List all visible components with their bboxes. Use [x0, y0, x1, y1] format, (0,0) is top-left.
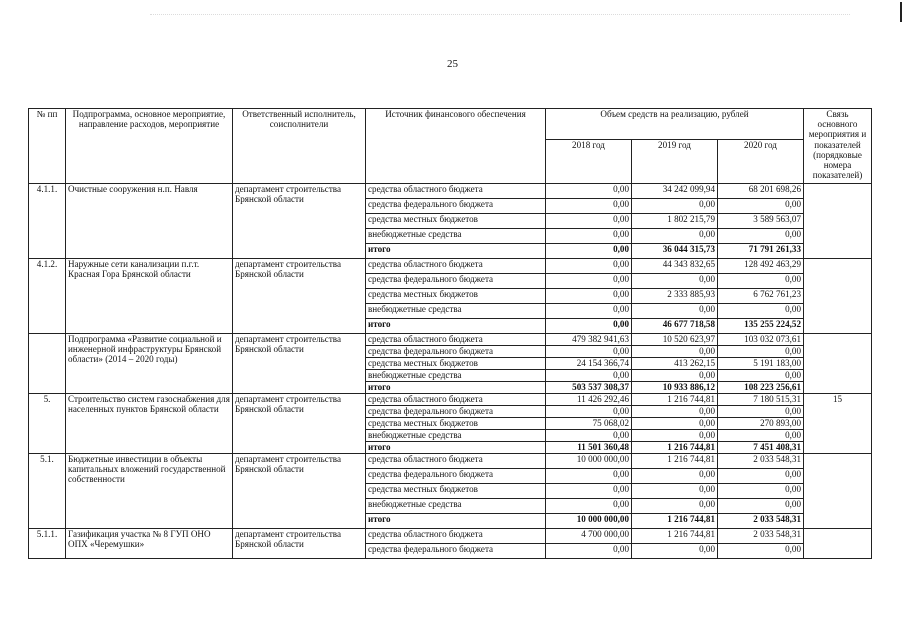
cell-value-2019: 36 044 315,73 [632, 244, 718, 259]
cell-value-2018: 0,00 [546, 214, 632, 229]
cell-executor: департамент строительства Брянской области [233, 259, 366, 334]
cell-value-2020: 0,00 [718, 274, 804, 289]
cell-value-2018: 479 382 941,63 [546, 334, 632, 346]
cell-value-2019: 2 333 885,93 [632, 289, 718, 304]
cell-source: средства местных бюджетов [366, 418, 546, 430]
cell-value-2020: 135 255 224,52 [718, 319, 804, 334]
cell-value-2018: 0,00 [546, 370, 632, 382]
cell-value-2018: 0,00 [546, 319, 632, 334]
cell-source: итого [366, 514, 546, 529]
cell-value-2019: 0,00 [632, 469, 718, 484]
cell-value-2018: 24 154 366,74 [546, 358, 632, 370]
cell-value-2019: 0,00 [632, 199, 718, 214]
cell-source: средства местных бюджетов [366, 289, 546, 304]
cell-indicator-link [804, 454, 872, 529]
cell-executor: департамент строительства Брянской области [233, 184, 366, 259]
cell-indicator-link [804, 259, 872, 334]
header-year-2019: 2019 год [632, 140, 718, 184]
cell-program-name: Строительство систем газоснабжения для населенных пунктов Брянской области [66, 394, 233, 454]
cell-source: средства федерального бюджета [366, 544, 546, 559]
table-row [29, 454, 872, 469]
cell-value-2018: 0,00 [546, 544, 632, 559]
cell-value-2019: 0,00 [632, 406, 718, 418]
table-row [29, 394, 872, 406]
cell-value-2020: 0,00 [718, 430, 804, 442]
cell-source: средства местных бюджетов [366, 484, 546, 499]
cell-value-2018: 0,00 [546, 304, 632, 319]
cell-source: средства областного бюджета [366, 334, 546, 346]
scan-artifact-line [150, 14, 850, 17]
cell-value-2020: 0,00 [718, 304, 804, 319]
cell-value-2018: 0,00 [546, 469, 632, 484]
cell-value-2020: 0,00 [718, 544, 804, 559]
cell-value-2019: 10 933 886,12 [632, 382, 718, 394]
cell-value-2019: 1 216 744,81 [632, 442, 718, 454]
cell-value-2018: 0,00 [546, 184, 632, 199]
cell-executor: департамент строительства Брянской области [233, 529, 366, 559]
cell-program-name: Газификация участка № 8 ГУП ОНО ОПХ «Черемушки» [66, 529, 233, 559]
cell-value-2020: 0,00 [718, 199, 804, 214]
cell-source: итого [366, 319, 546, 334]
cell-value-2018: 503 537 308,37 [546, 382, 632, 394]
cell-value-2018: 10 000 000,00 [546, 514, 632, 529]
header-year-2020: 2020 год [718, 140, 804, 184]
cell-value-2018: 75 068,02 [546, 418, 632, 430]
table-row [29, 259, 872, 274]
cell-value-2019: 0,00 [632, 484, 718, 499]
cell-source: внебюджетные средства [366, 229, 546, 244]
cell-value-2018: 11 501 360,48 [546, 442, 632, 454]
cell-value-2019: 0,00 [632, 544, 718, 559]
cell-source: средства федерального бюджета [366, 274, 546, 289]
cell-value-2019: 0,00 [632, 499, 718, 514]
cell-value-2019: 1 216 744,81 [632, 454, 718, 469]
cell-source: средства областного бюджета [366, 454, 546, 469]
header-num: № пп [29, 109, 66, 184]
cell-executor: департамент строительства Брянской области [233, 454, 366, 529]
cell-indicator-link [804, 529, 872, 559]
cell-value-2018: 0,00 [546, 346, 632, 358]
cell-program-name: Подпрограмма «Развитие социальной и инженерной инфраструктуры Брянской области» (2014 – 2020 годы) [66, 334, 233, 394]
cell-value-2019: 0,00 [632, 274, 718, 289]
cell-source: средства областного бюджета [366, 529, 546, 544]
cell-source: средства федерального бюджета [366, 406, 546, 418]
cell-num: 5.1. [29, 454, 66, 529]
cell-value-2018: 0,00 [546, 229, 632, 244]
cell-value-2020: 0,00 [718, 346, 804, 358]
cell-value-2018: 0,00 [546, 484, 632, 499]
cell-source: внебюджетные средства [366, 304, 546, 319]
cell-value-2020: 2 033 548,31 [718, 514, 804, 529]
cell-source: средства местных бюджетов [366, 214, 546, 229]
header-year-2018: 2018 год [546, 140, 632, 184]
cell-source: внебюджетные средства [366, 499, 546, 514]
cell-value-2018: 0,00 [546, 199, 632, 214]
table-row [29, 334, 872, 346]
cell-value-2019: 44 343 832,65 [632, 259, 718, 274]
cell-value-2020: 68 201 698,26 [718, 184, 804, 199]
cell-value-2019: 1 216 744,81 [632, 529, 718, 544]
cell-value-2020: 7 451 408,31 [718, 442, 804, 454]
cell-num: 5.1.1. [29, 529, 66, 559]
cell-num: 4.1.2. [29, 259, 66, 334]
cell-num: 4.1.1. [29, 184, 66, 259]
cell-value-2018: 0,00 [546, 274, 632, 289]
cell-indicator-link: 15 [804, 394, 872, 454]
cell-value-2019: 1 216 744,81 [632, 514, 718, 529]
cell-program-name: Бюджетные инвестиции в объекты капитальных вложений государственной собственности [66, 454, 233, 529]
cell-value-2018: 4 700 000,00 [546, 529, 632, 544]
cell-value-2020: 3 589 563,07 [718, 214, 804, 229]
cell-value-2020: 0,00 [718, 484, 804, 499]
cell-value-2019: 1 216 744,81 [632, 394, 718, 406]
cell-executor: департамент строительства Брянской области [233, 394, 366, 454]
cell-value-2019: 0,00 [632, 430, 718, 442]
header-executor: Ответственный исполнитель, соисполнители [233, 109, 366, 184]
cell-value-2019: 0,00 [632, 418, 718, 430]
cell-value-2019: 10 520 623,97 [632, 334, 718, 346]
cell-value-2019: 46 677 718,58 [632, 319, 718, 334]
cell-value-2020: 0,00 [718, 229, 804, 244]
cell-value-2020: 103 032 073,61 [718, 334, 804, 346]
cell-source: средства областного бюджета [366, 394, 546, 406]
cell-num [29, 334, 66, 394]
cell-program-name: Наружные сети канализации п.г.т. Красная Гора Брянской области [66, 259, 233, 334]
table-row [29, 184, 872, 199]
cell-value-2020: 0,00 [718, 499, 804, 514]
cell-source: средства федерального бюджета [366, 346, 546, 358]
cell-value-2018: 0,00 [546, 406, 632, 418]
cell-value-2020: 128 492 463,29 [718, 259, 804, 274]
cell-value-2018: 0,00 [546, 244, 632, 259]
cell-value-2020: 71 791 261,33 [718, 244, 804, 259]
cell-value-2018: 0,00 [546, 430, 632, 442]
cell-value-2019: 0,00 [632, 370, 718, 382]
cell-source: внебюджетные средства [366, 370, 546, 382]
cell-value-2018: 0,00 [546, 499, 632, 514]
cell-source: средства федерального бюджета [366, 469, 546, 484]
scan-edge-mark [900, 2, 902, 22]
table-body [29, 184, 872, 559]
cell-source: итого [366, 244, 546, 259]
cell-value-2019: 0,00 [632, 304, 718, 319]
cell-value-2020: 7 180 515,31 [718, 394, 804, 406]
cell-value-2018: 0,00 [546, 289, 632, 304]
cell-source: средства областного бюджета [366, 184, 546, 199]
cell-num: 5. [29, 394, 66, 454]
cell-indicator-link [804, 184, 872, 259]
cell-value-2018: 10 000 000,00 [546, 454, 632, 469]
cell-value-2020: 108 223 256,61 [718, 382, 804, 394]
cell-value-2019: 0,00 [632, 229, 718, 244]
header-program: Подпрограмма, основное мероприятие, направление расходов, мероприятие [66, 109, 233, 184]
cell-value-2020: 270 893,00 [718, 418, 804, 430]
cell-value-2020: 0,00 [718, 370, 804, 382]
cell-source: итого [366, 442, 546, 454]
cell-value-2020: 0,00 [718, 406, 804, 418]
cell-value-2020: 0,00 [718, 469, 804, 484]
cell-indicator-link [804, 334, 872, 394]
cell-value-2018: 0,00 [546, 259, 632, 274]
page-number: 25 [447, 58, 458, 70]
cell-source: внебюджетные средства [366, 430, 546, 442]
table-row [29, 529, 872, 544]
cell-source: средства федерального бюджета [366, 199, 546, 214]
cell-source: итого [366, 382, 546, 394]
cell-value-2020: 2 033 548,31 [718, 454, 804, 469]
cell-value-2019: 1 802 215,79 [632, 214, 718, 229]
cell-executor: департамент строительства Брянской области [233, 334, 366, 394]
cell-value-2018: 11 426 292,46 [546, 394, 632, 406]
header-volume: Объем средств на реализацию, рублей [546, 109, 804, 140]
cell-value-2019: 0,00 [632, 346, 718, 358]
cell-value-2019: 34 242 099,94 [632, 184, 718, 199]
cell-source: средства областного бюджета [366, 259, 546, 274]
cell-program-name: Очистные сооружения н.п. Навля [66, 184, 233, 259]
budget-table [28, 108, 872, 559]
cell-value-2020: 2 033 548,31 [718, 529, 804, 544]
cell-value-2019: 413 262,15 [632, 358, 718, 370]
cell-value-2020: 5 191 183,00 [718, 358, 804, 370]
cell-source: средства местных бюджетов [366, 358, 546, 370]
header-source: Источник финансового обеспечения [366, 109, 546, 184]
header-link: Связь основного мероприятия и показателей (порядковые номера показателей) [804, 109, 872, 184]
cell-value-2020: 6 762 761,23 [718, 289, 804, 304]
